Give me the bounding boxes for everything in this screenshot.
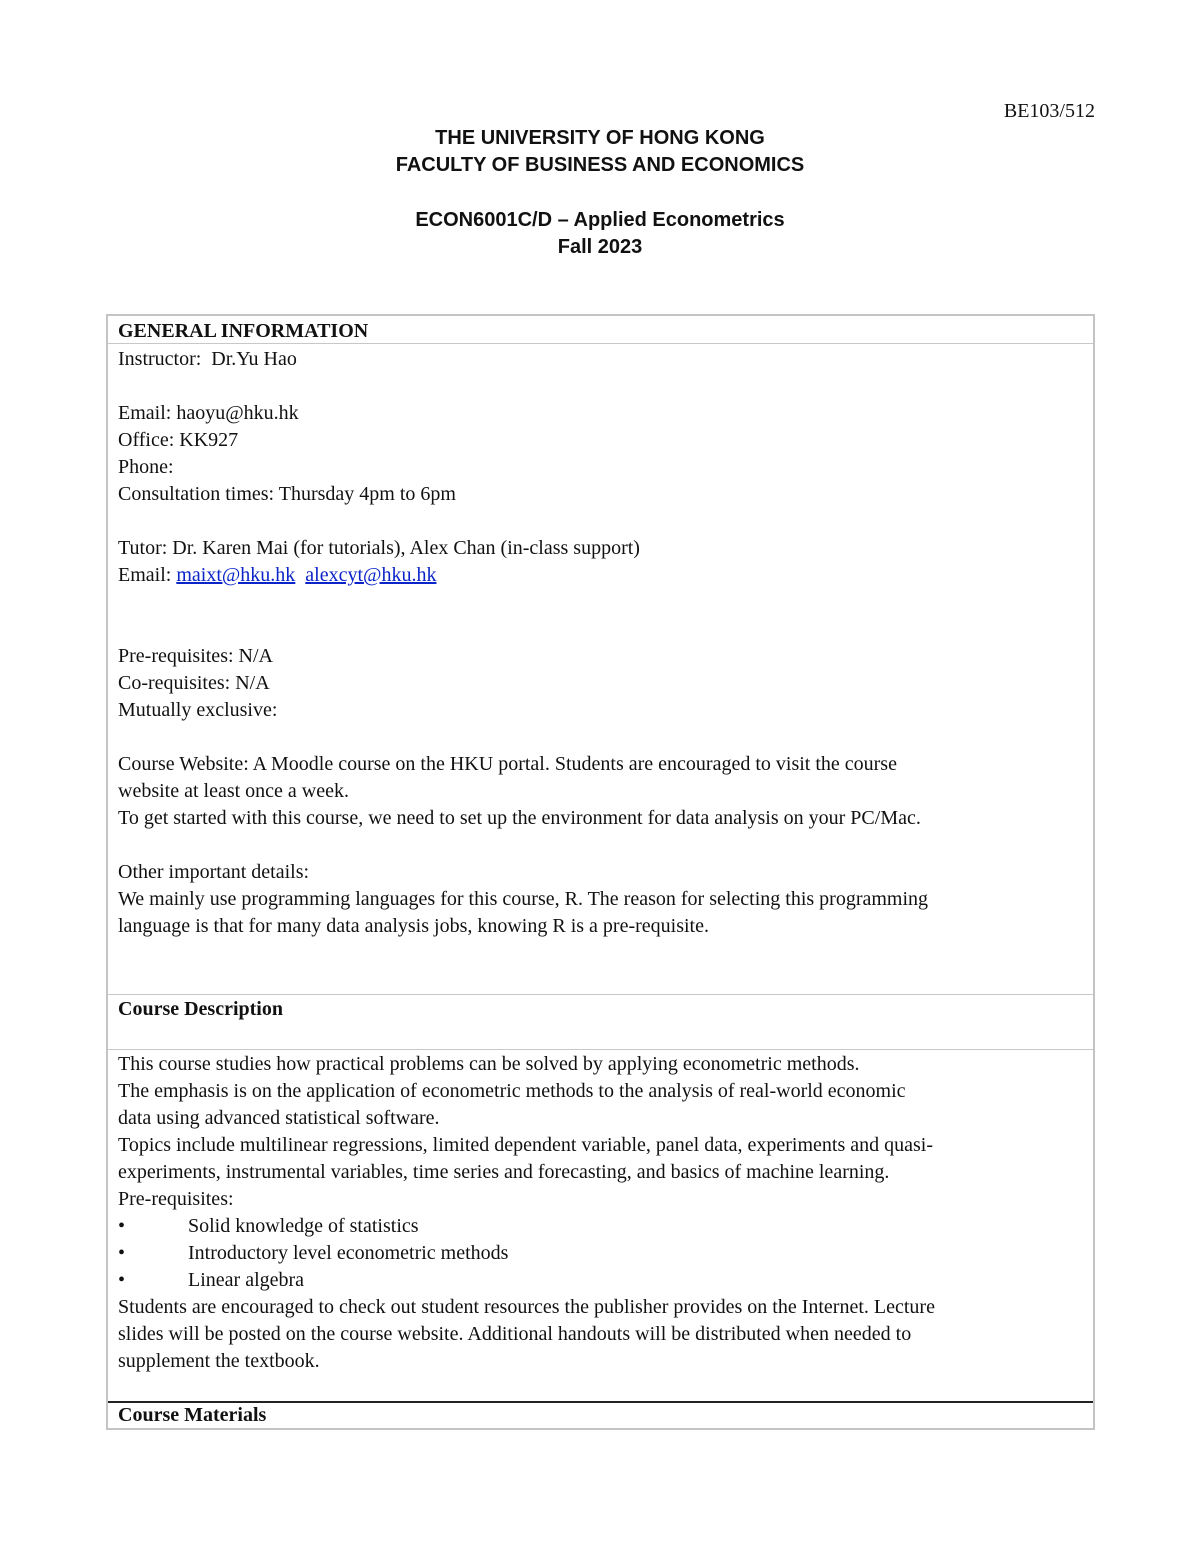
bullet-item: Linear algebra xyxy=(188,1269,305,1291)
office-line: Office: KK927 xyxy=(118,429,239,451)
course-title: ECON6001C/D – Applied Econometrics xyxy=(415,209,785,231)
description-line: supplement the textbook. xyxy=(118,1350,320,1372)
prereq-line: Pre-requisites: N/A xyxy=(118,645,273,667)
description-line: This course studies how practical problems can be solved by applying econometric methods. xyxy=(118,1053,860,1075)
tutor-email-line xyxy=(118,562,1081,589)
website-line-3: To get started with this course, we need to set up the environment for data analysis on your PC/Mac. xyxy=(118,807,921,829)
course-description-heading: Course Description xyxy=(118,998,283,1020)
description-line: Pre-requisites: xyxy=(118,1188,234,1210)
bullet-item: Solid knowledge of statistics xyxy=(188,1215,419,1237)
syllabus-table xyxy=(106,314,1095,1430)
website-line-1: Course Website: A Moodle course on the HKU portal. Students are encouraged to visit the course xyxy=(118,753,897,775)
general-info-heading: GENERAL INFORMATION xyxy=(118,320,369,342)
tutor-email-link-2[interactable]: alexcyt@hku.hk xyxy=(305,564,437,586)
bullet-marker: • xyxy=(118,1269,126,1291)
bullet-marker: • xyxy=(118,1215,126,1237)
other-details-label: Other important details: xyxy=(118,861,310,883)
bullet-marker: • xyxy=(118,1242,126,1264)
course-term: Fall 2023 xyxy=(557,236,643,258)
tutor-email-label: Email: xyxy=(118,564,177,586)
description-line: slides will be posted on the course website. Additional handouts will be distributed when needed to xyxy=(118,1323,912,1345)
website-line-2: website at least once a week. xyxy=(118,780,350,802)
instructor-line: Instructor: Dr.Yu Hao xyxy=(118,348,297,370)
institution-header xyxy=(0,125,1200,179)
course-materials-heading: Course Materials xyxy=(118,1404,267,1426)
description-line: The emphasis is on the application of econometric methods to the analysis of real-world economic xyxy=(118,1080,906,1102)
other-details-line-2: language is that for many data analysis jobs, knowing R is a pre-requisite. xyxy=(118,915,709,937)
faculty-name: FACULTY OF BUSINESS AND ECONOMICS xyxy=(395,154,805,176)
description-line: Topics include multilinear regressions, limited dependent variable, panel data, experiments and quasi- xyxy=(118,1134,934,1156)
instructor-email: Email: haoyu@hku.hk xyxy=(118,402,299,424)
exclusive-line: Mutually exclusive: xyxy=(118,699,278,721)
course-header xyxy=(0,207,1200,261)
divider xyxy=(108,343,1093,344)
tutor-line: Tutor: Dr. Karen Mai (for tutorials), Alex Chan (in-class support) xyxy=(118,537,640,559)
document-code: BE103/512 xyxy=(1003,100,1095,122)
description-line: Students are encouraged to check out student resources the publisher provides on the Internet. Lecture xyxy=(118,1296,935,1318)
tutor-email-link-1[interactable]: maixt@hku.hk xyxy=(176,564,296,586)
bullet-item: Introductory level econometric methods xyxy=(188,1242,509,1264)
description-line: experiments, instrumental variables, time series and forecasting, and basics of machine learning. xyxy=(118,1161,890,1183)
divider xyxy=(108,994,1093,995)
coreq-line: Co-requisites: N/A xyxy=(118,672,270,694)
description-line: data using advanced statistical software. xyxy=(118,1107,440,1129)
university-name: THE UNIVERSITY OF HONG KONG xyxy=(435,127,765,149)
phone-line: Phone: xyxy=(118,456,174,478)
consultation-line: Consultation times: Thursday 4pm to 6pm xyxy=(118,483,456,505)
other-details-line-1: We mainly use programming languages for this course, R. The reason for selecting this programming xyxy=(118,888,929,910)
divider xyxy=(108,1049,1093,1050)
